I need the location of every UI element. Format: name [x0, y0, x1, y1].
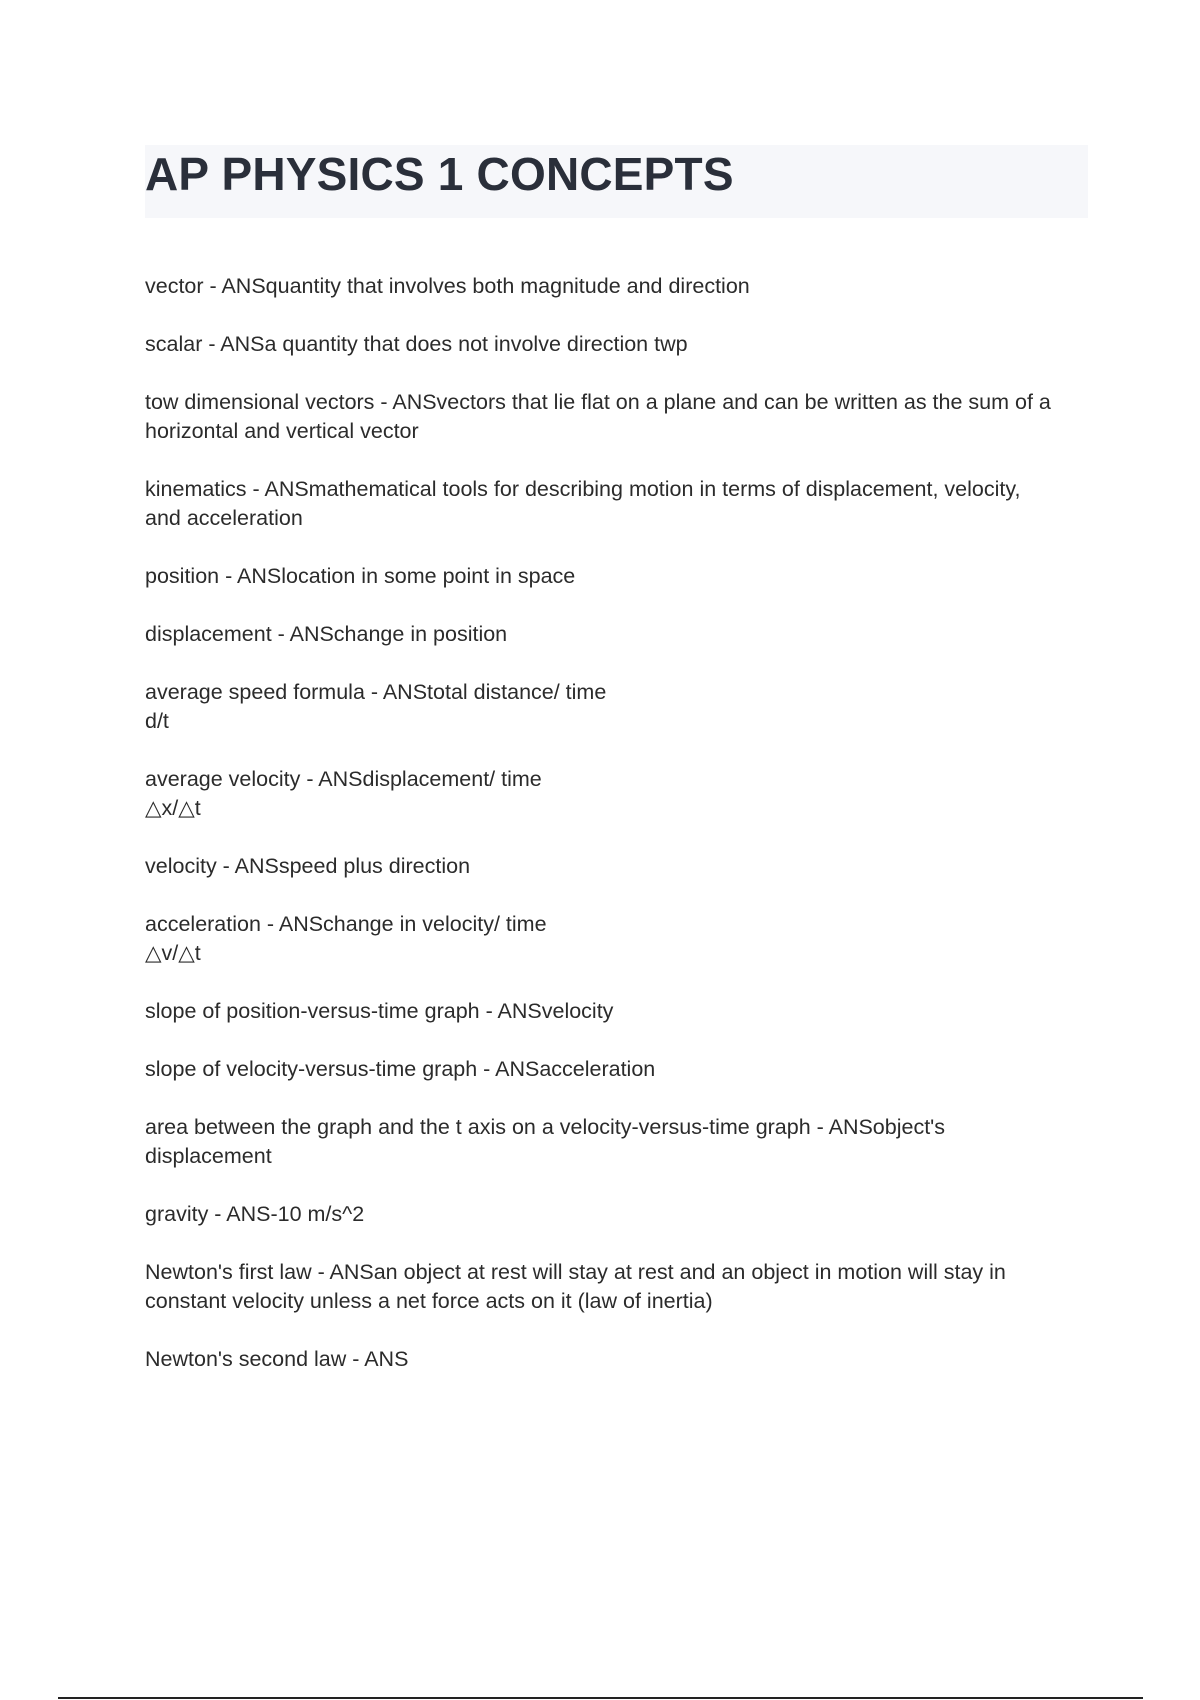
- entry: [145, 910, 1090, 968]
- entry-line: position - ANSlocation in some point in space: [145, 564, 576, 588]
- entry: [145, 388, 1090, 446]
- entry: [145, 997, 1090, 1026]
- entry: [145, 1200, 1090, 1229]
- entry-line: tow dimensional vectors - ANSvectors that lie flat on a plane and can be written as the sum of a: [145, 390, 1051, 414]
- entry-line: △v/△t: [145, 941, 201, 965]
- entry-line: vector - ANSquantity that involves both magnitude and direction: [145, 274, 750, 298]
- entry-line: velocity - ANSspeed plus direction: [145, 854, 471, 878]
- entry-line: slope of velocity-versus-time graph - ANSacceleration: [145, 1057, 656, 1081]
- entry: [145, 1258, 1090, 1316]
- entry: [145, 562, 1090, 591]
- entry-line: area between the graph and the t axis on a velocity-versus-time graph - ANSobject's: [145, 1115, 946, 1139]
- footer-divider: [58, 1697, 1143, 1699]
- entry: [145, 620, 1090, 649]
- entry-line: △x/△t: [145, 796, 201, 820]
- entry: [145, 1055, 1090, 1084]
- entry-line: slope of position-versus-time graph - ANSvelocity: [145, 999, 614, 1023]
- entry-line: horizontal and vertical vector: [145, 419, 419, 443]
- entry-line: and acceleration: [145, 506, 303, 530]
- entry-line: displacement - ANSchange in position: [145, 622, 508, 646]
- entry-line: Newton's second law - ANS: [145, 1347, 409, 1371]
- entry: [145, 678, 1090, 736]
- entry-line: d/t: [145, 709, 169, 733]
- entry: [145, 852, 1090, 881]
- entry: [145, 765, 1090, 823]
- entry-line: displacement: [145, 1144, 272, 1168]
- entry: [145, 1345, 1090, 1374]
- entry-line: average speed formula - ANStotal distance/ time: [145, 680, 607, 704]
- page-title: AP PHYSICS 1 CONCEPTS: [145, 148, 734, 200]
- entry-line: constant velocity unless a net force acts on it (law of inertia): [145, 1289, 713, 1313]
- entry-line: scalar - ANSa quantity that does not involve direction twp: [145, 332, 688, 356]
- entry: [145, 330, 1090, 359]
- entry: [145, 1113, 1090, 1171]
- entry-line: average velocity - ANSdisplacement/ time: [145, 767, 542, 791]
- entry-line: Newton's first law - ANSan object at rest will stay at rest and an object in motion will stay in: [145, 1260, 1006, 1284]
- entry-line: kinematics - ANSmathematical tools for describing motion in terms of displacement, velocity,: [145, 477, 1021, 501]
- entry: [145, 272, 1090, 301]
- entry-line: gravity - ANS-10 m/s^2: [145, 1202, 365, 1226]
- entry: [145, 475, 1090, 533]
- entry-line: acceleration - ANSchange in velocity/ time: [145, 912, 547, 936]
- entry-list: [145, 272, 1090, 1403]
